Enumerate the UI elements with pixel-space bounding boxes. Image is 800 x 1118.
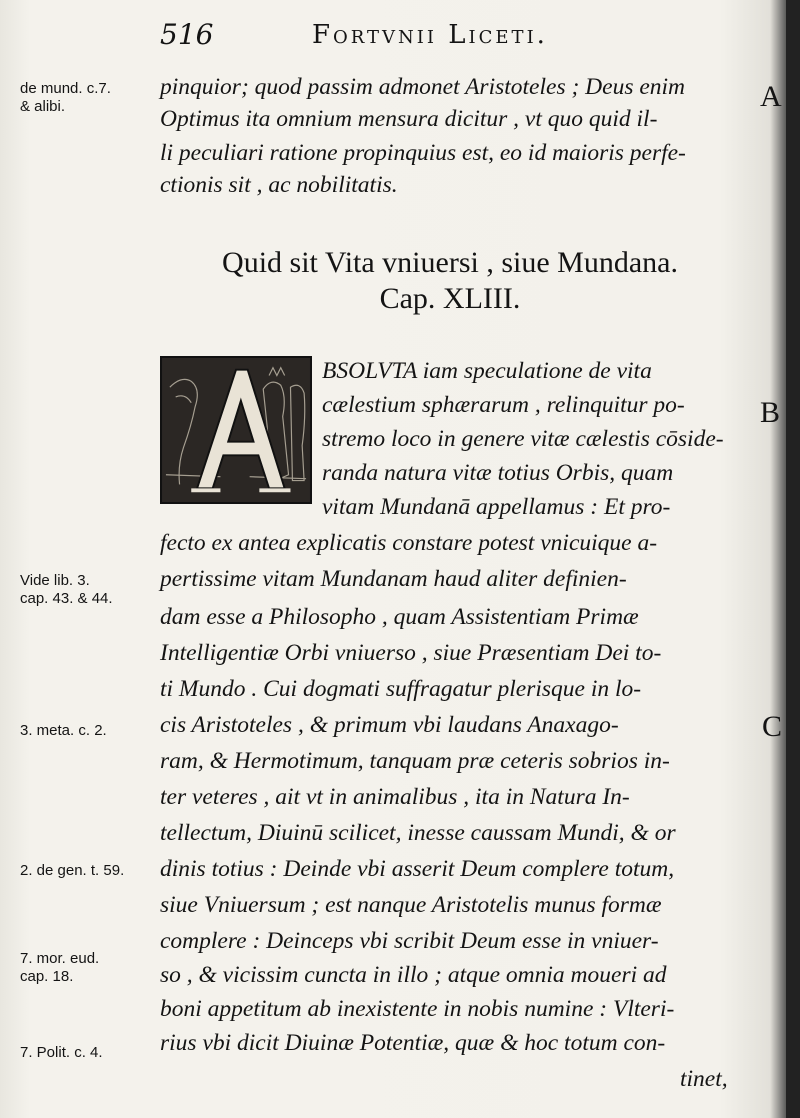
text-line: dam esse a Philosopho , quam Assistentiam Primæ	[160, 604, 639, 630]
page-edge-shadow	[786, 0, 800, 1118]
text-line: so , & vicissim cuncta in illo ; atque omnia moueri ad	[160, 962, 667, 988]
margin-note-line: de mund. c.7.	[20, 80, 111, 97]
section-marker-c: C	[762, 710, 783, 743]
text-line: pinquior; quod passim admonet Aristoteles ; Deus enim	[160, 74, 686, 100]
chapter-number: Cap. XLIII.	[379, 282, 521, 315]
text-line: fecto ex antea explicatis constare potest vnicuique a-	[160, 530, 658, 556]
text-line: ctionis sit , ac nobilitatis.	[160, 172, 398, 198]
section-marker-a: A	[760, 80, 782, 113]
text-line: siue Vniuersum ; est nanque Aristotelis munus formæ	[160, 892, 662, 918]
text-line: tinet,	[680, 1066, 728, 1092]
section-marker-b: B	[760, 396, 781, 429]
decorated-initial-image	[162, 358, 310, 502]
initial-letter	[162, 502, 163, 503]
margin-note-de-mund	[20, 80, 152, 116]
margin-note-line: 7. mor. eud.	[20, 950, 100, 967]
text-line: Intelligentiæ Orbi vniuerso , siue Præsentiam Dei to-	[160, 640, 662, 666]
text-line: randa natura vitæ totius Orbis, quam	[322, 460, 674, 486]
text-line: cis Aristoteles , & primum vbi laudans Anaxago-	[160, 712, 619, 738]
margin-note-line: cap. 43. & 44.	[20, 590, 113, 607]
text-line: stremo loco in genere vitæ cælestis cōside-	[322, 426, 724, 452]
text-line: ti Mundo . Cui dogmati suffragatur plerisque in lo-	[160, 676, 642, 702]
text-line: li peculiari ratione propinquius est, eo id maioris perfe-	[160, 140, 686, 166]
margin-note-mor-eud	[20, 950, 152, 986]
page-number: 516	[160, 18, 214, 51]
text-line: tellectum, Diuinū scilicet, inesse caussam Mundi, & or	[160, 820, 676, 846]
margin-note-line: Vide lib. 3.	[20, 572, 90, 589]
text-line: rius vbi dicit Diuinæ Potentiæ, quæ & hoc totum con-	[160, 1030, 666, 1056]
text-line: BSOLVTA iam speculatione de vita	[322, 358, 652, 384]
margin-note-vide-lib	[20, 572, 152, 608]
text-line: ter veteres , ait vt in animalibus , ita in Natura In-	[160, 784, 630, 810]
margin-note-gen: 2. de gen. t. 59.	[20, 862, 125, 879]
text-line: boni appetitum ab inexistente in nobis numine : Vlteri-	[160, 996, 675, 1022]
margin-note-line: cap. 18.	[20, 968, 74, 985]
page-header	[160, 14, 750, 54]
text-line: vitam Mundanā appellamus : Et pro-	[322, 494, 671, 520]
chapter-title: Quid sit Vita vniuersi , siue Mundana.	[222, 246, 678, 279]
text-line: Optimus ita omnium mensura dicitur , vt quo quid il-	[160, 106, 658, 132]
margin-note-line: & alibi.	[20, 98, 66, 115]
text-line: complere : Deinceps vbi scribit Deum esse in vniuer-	[160, 928, 659, 954]
text-line: cælestium sphærarum , relinquitur po-	[322, 392, 685, 418]
text-line: pertissime vitam Mundanam haud aliter definien-	[160, 566, 627, 592]
margin-note-meta: 3. meta. c. 2.	[20, 722, 107, 739]
running-head: Fortvnii Liceti.	[312, 20, 548, 50]
margin-note-polit: 7. Polit. c. 4.	[20, 1044, 103, 1061]
decorated-initial	[160, 356, 312, 504]
text-line: ram, & Hermotimum, tanquam præ ceteris sobrios in-	[160, 748, 670, 774]
text-line: dinis totius : Deinde vbi asserit Deum complere totum,	[160, 856, 675, 882]
